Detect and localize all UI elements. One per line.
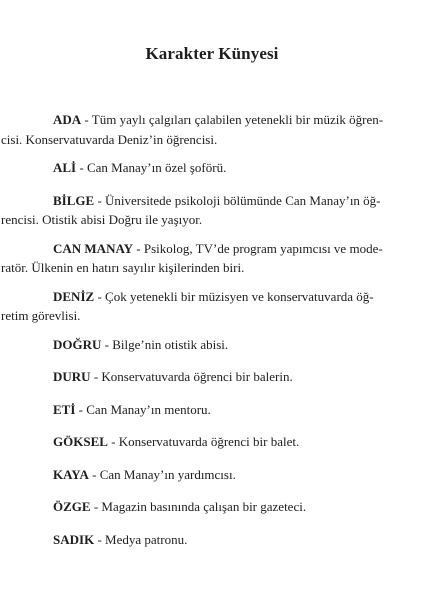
character-description: Magazin basınında çalışan bir gazeteci.: [101, 499, 307, 514]
character-entry-goksel: [27, 432, 399, 452]
character-entry-eti: [27, 400, 399, 420]
character-description-cont: cisi. Konservatuvarda Deniz’in öğrencisi.: [1, 131, 218, 147]
character-name: DURU: [53, 369, 91, 384]
separator: -: [90, 499, 102, 514]
character-entry-sadik: [27, 530, 399, 550]
character-entry-duru: [27, 367, 399, 387]
character-description-cont: ratör. Ülkenin en hatırı sayılır kişilerinden biri.: [1, 260, 245, 275]
character-name: DENİZ: [53, 288, 95, 304]
character-entry-ada: [1, 110, 399, 149]
character-description: Konservatuvarda öğrenci bir balet.: [118, 434, 300, 449]
character-name: ALİ: [53, 160, 77, 175]
separator: -: [94, 192, 106, 208]
character-name: SADIK: [53, 531, 95, 547]
character-name: DOĞRU: [53, 336, 102, 352]
character-name: ADA: [53, 112, 82, 127]
separator: -: [94, 288, 106, 304]
separator: -: [107, 434, 119, 449]
character-list: [1, 110, 399, 549]
separator: -: [76, 160, 87, 175]
character-name: CAN MANAY: [53, 240, 134, 256]
character-description: Can Manay’ın mentoru.: [86, 401, 211, 417]
character-description: Tüm yaylı çalgıları çalabilen yetenekli bir müzik öğren-: [91, 112, 384, 127]
character-name: BİLGE: [53, 192, 95, 208]
character-description: Çok yetenekli bir müzisyen ve konservatuvarda öğ-: [105, 288, 374, 304]
character-description-cont: rencisi. Otistik abisi Doğru ile yaşıyor.: [1, 212, 203, 227]
character-description: Can Manay’ın özel şoförü.: [86, 160, 227, 175]
character-name: KAYA: [53, 466, 89, 482]
character-entry-kaya: [27, 465, 399, 485]
separator: -: [81, 112, 92, 127]
character-description: Konservatuvarda öğrenci bir balerin.: [101, 369, 293, 384]
page-title: Karakter Künyesi: [145, 44, 279, 63]
character-entry-bilge: [1, 191, 399, 230]
separator: -: [90, 369, 102, 384]
separator: -: [94, 531, 106, 547]
character-entry-ozge: [27, 497, 399, 517]
character-entry-dogru: [27, 335, 399, 355]
character-description: Bilge’nin otistik abisi.: [112, 336, 229, 352]
separator: -: [101, 336, 113, 352]
character-name: GÖKSEL: [53, 434, 108, 449]
character-description: Üniversitede psikoloji bölümünde Can Manay’ın öğ-: [105, 192, 381, 208]
character-description: Can Manay’ın yardımcısı.: [99, 466, 236, 482]
character-name: ÖZGE: [53, 499, 91, 514]
character-description-cont: retim görevlisi.: [1, 308, 81, 323]
separator: -: [133, 240, 144, 256]
character-name: ETİ: [53, 401, 76, 417]
character-description: Medya patronu.: [105, 531, 188, 547]
character-description: Psikolog, TV’de program yapımcısı ve mode-: [143, 240, 383, 256]
character-entry-can-manay: [1, 239, 399, 278]
separator: -: [75, 401, 87, 417]
character-entry-deniz: [1, 287, 399, 326]
character-entry-ali: [27, 158, 399, 178]
separator: -: [88, 466, 100, 482]
